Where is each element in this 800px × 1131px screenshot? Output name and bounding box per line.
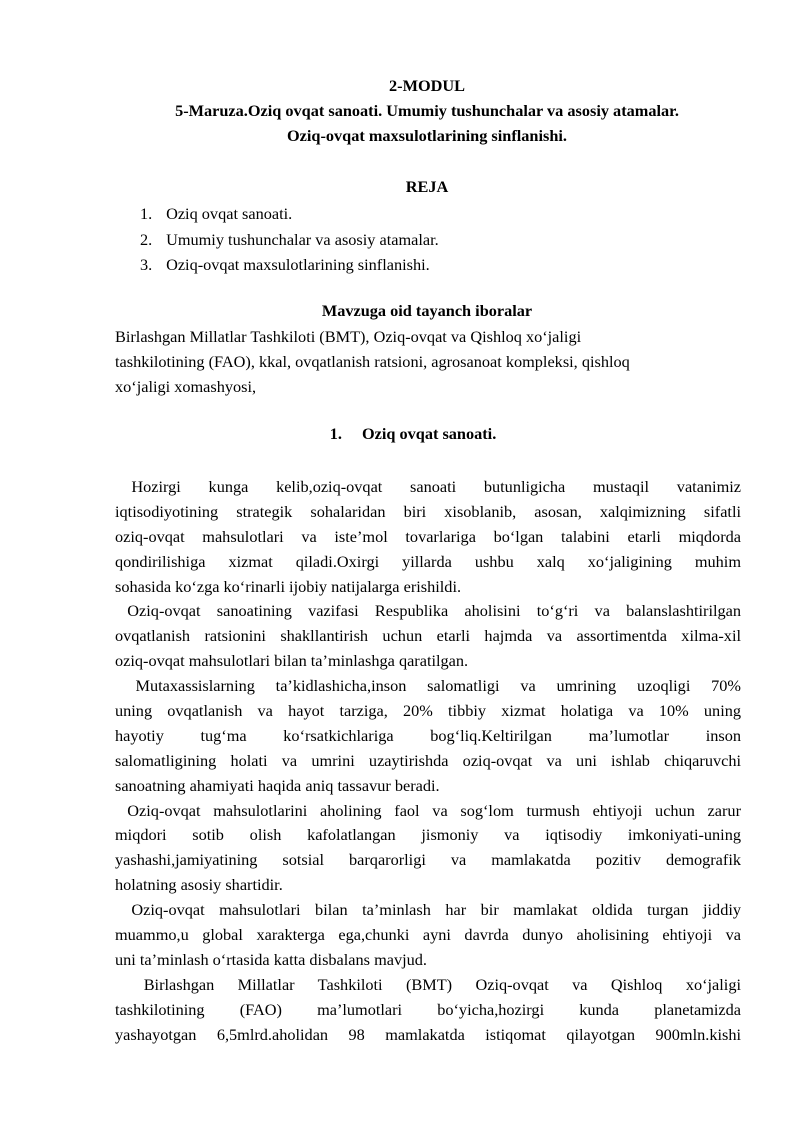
plan-item-text: Umumiy tushunchalar va asosiy atamalar. [166,229,439,249]
plan-item [140,201,439,227]
section-number: 1. [329,424,342,443]
paragraph [115,799,741,899]
paragraph-line: uni ta’minlash o‘rtasida katta disbalans mavjud. [115,949,427,969]
section-title-text: Oziq ovqat sanoati. [361,424,497,443]
body-text [115,475,741,1047]
paragraph [115,898,741,973]
section-title [0,424,800,444]
lecture-title-line2: Oziq-ovqat maxsulotlarining sinflanishi. [286,126,567,145]
paragraph-line: Oziq-ovqat mahsulotlari bilan ta’minlash har bir mamlakat oldida turgan jiddiy [131,900,741,920]
keywords-line: Birlashgan Millatlar Tashkiloti (BMT), Oziq-ovqat va Qishloq xo‘jaligi [115,327,582,346]
paragraph-line: Hozirgi kunga kelib,oziq-ovqat sanoati butunligicha mustaqil vatanimiz [131,477,741,496]
paragraph-line: oziq-ovqat mahsulotlari va iste’mol tovarlariga bo‘lgan talabini etarli miqdorda [115,526,741,546]
paragraph-line: ovqatlanish ratsionini shakllantirish uchun etarli hajmda va assortimentda xilma-xil [115,626,741,646]
module-heading: 2-MODUL [389,76,465,95]
paragraph-line: tashkilotining (FAO) ma’lumotlari bo‘yicha,hozirgi kunda planetamizda [115,999,741,1019]
paragraph-line: Oziq-ovqat mahsulotlarini aholining faol va sog‘lom turmush ehtiyoji uchun zarur [127,800,741,820]
paragraph [115,475,741,599]
paragraph-line: sanoatning ahamiyati haqida aniq tassavur beradi. [115,775,440,795]
paragraph-line: muammo,u global xarakterga ega,chunki ayni davrda dunyo aholisining ehtiyoji va [115,925,741,945]
paragraph-line: Mutaxassislarning ta’kidlashicha,inson salomatligi va umrining uzoqligi 70% [135,676,741,696]
plan-list [140,201,439,278]
plan-item-number: 2. [140,229,153,249]
paragraph-line: uning ovqatlanish va hayot tarziga, 20% tibbiy xizmat holatiga va 10% uning [115,701,741,721]
plan-item-text: Oziq-ovqat maxsulotlarining sinflanishi. [166,255,430,274]
paragraph-line: salomatligining holati va umrini uzaytirishda oziq-ovqat va uni ishlab chiqaruvchi [115,750,741,770]
plan-item [140,227,439,253]
keywords-title: Mavzuga oid tayanch iboralar [321,301,533,320]
paragraph [115,599,741,674]
paragraph-line: yashashi,jamiyatining sotsial barqarorligi va mamlakatda pozitiv demografik [115,850,741,870]
keywords-line: tashkilotining (FAO), kkal, ovqatlanish ratsioni, agrosanoat kompleksi, qishloq [115,352,630,371]
paragraph-line: iqtisodiyotining strategik sohalaridan biri xisoblanib, asosan, xalqimizning sifatli [115,501,741,521]
plan-item [140,252,439,278]
paragraph [115,674,741,798]
paragraph-line: qondirilishiga xizmat qiladi.Oxirgi yillarda ushbu xalq xo‘jaligining muhim [115,551,741,571]
paragraph-line: hayotiy tug‘ma ko‘rsatkichlariga bog‘liq.Keltirilgan ma’lumotlar inson [115,725,741,745]
paragraph [115,973,741,1048]
paragraph-line: oziq-ovqat mahsulotlari bilan ta’minlashga qaratilgan. [115,651,469,671]
paragraph-line: miqdori sotib olish kafolatlangan jismoniy va iqtisodiy imkoniyati-uning [115,825,741,845]
paragraph-line: Birlashgan Millatlar Tashkiloti (BMT) Oziq-ovqat va Qishloq xo‘jaligi [143,974,741,994]
lecture-title-line1: 5-Maruza.Oziq ovqat sanoati. Umumiy tushunchalar va asosiy atamalar. [175,101,679,120]
plan-item-number: 3. [140,255,153,274]
plan-item-text: Oziq ovqat sanoati. [166,204,293,223]
plan-title: REJA [405,177,449,196]
paragraph-line: Oziq-ovqat sanoatining vazifasi Respublika aholisini to‘g‘ri va balanslashtirilgan [127,601,741,621]
paragraph-line: sohasida ko‘zga ko‘rinarli ijobiy natijalarga erishildi. [115,576,462,596]
keywords-line: xo‘jaligi xomashyosi, [115,377,257,396]
paragraph-line: yashayotgan 6,5mlrd.aholidan 98 mamlakatda istiqomat qilayotgan 900mln.kishi [115,1024,741,1044]
plan-item-number: 1. [140,204,153,223]
paragraph-line: holatning asosiy shartidir. [115,875,283,895]
keywords-text [115,324,715,399]
